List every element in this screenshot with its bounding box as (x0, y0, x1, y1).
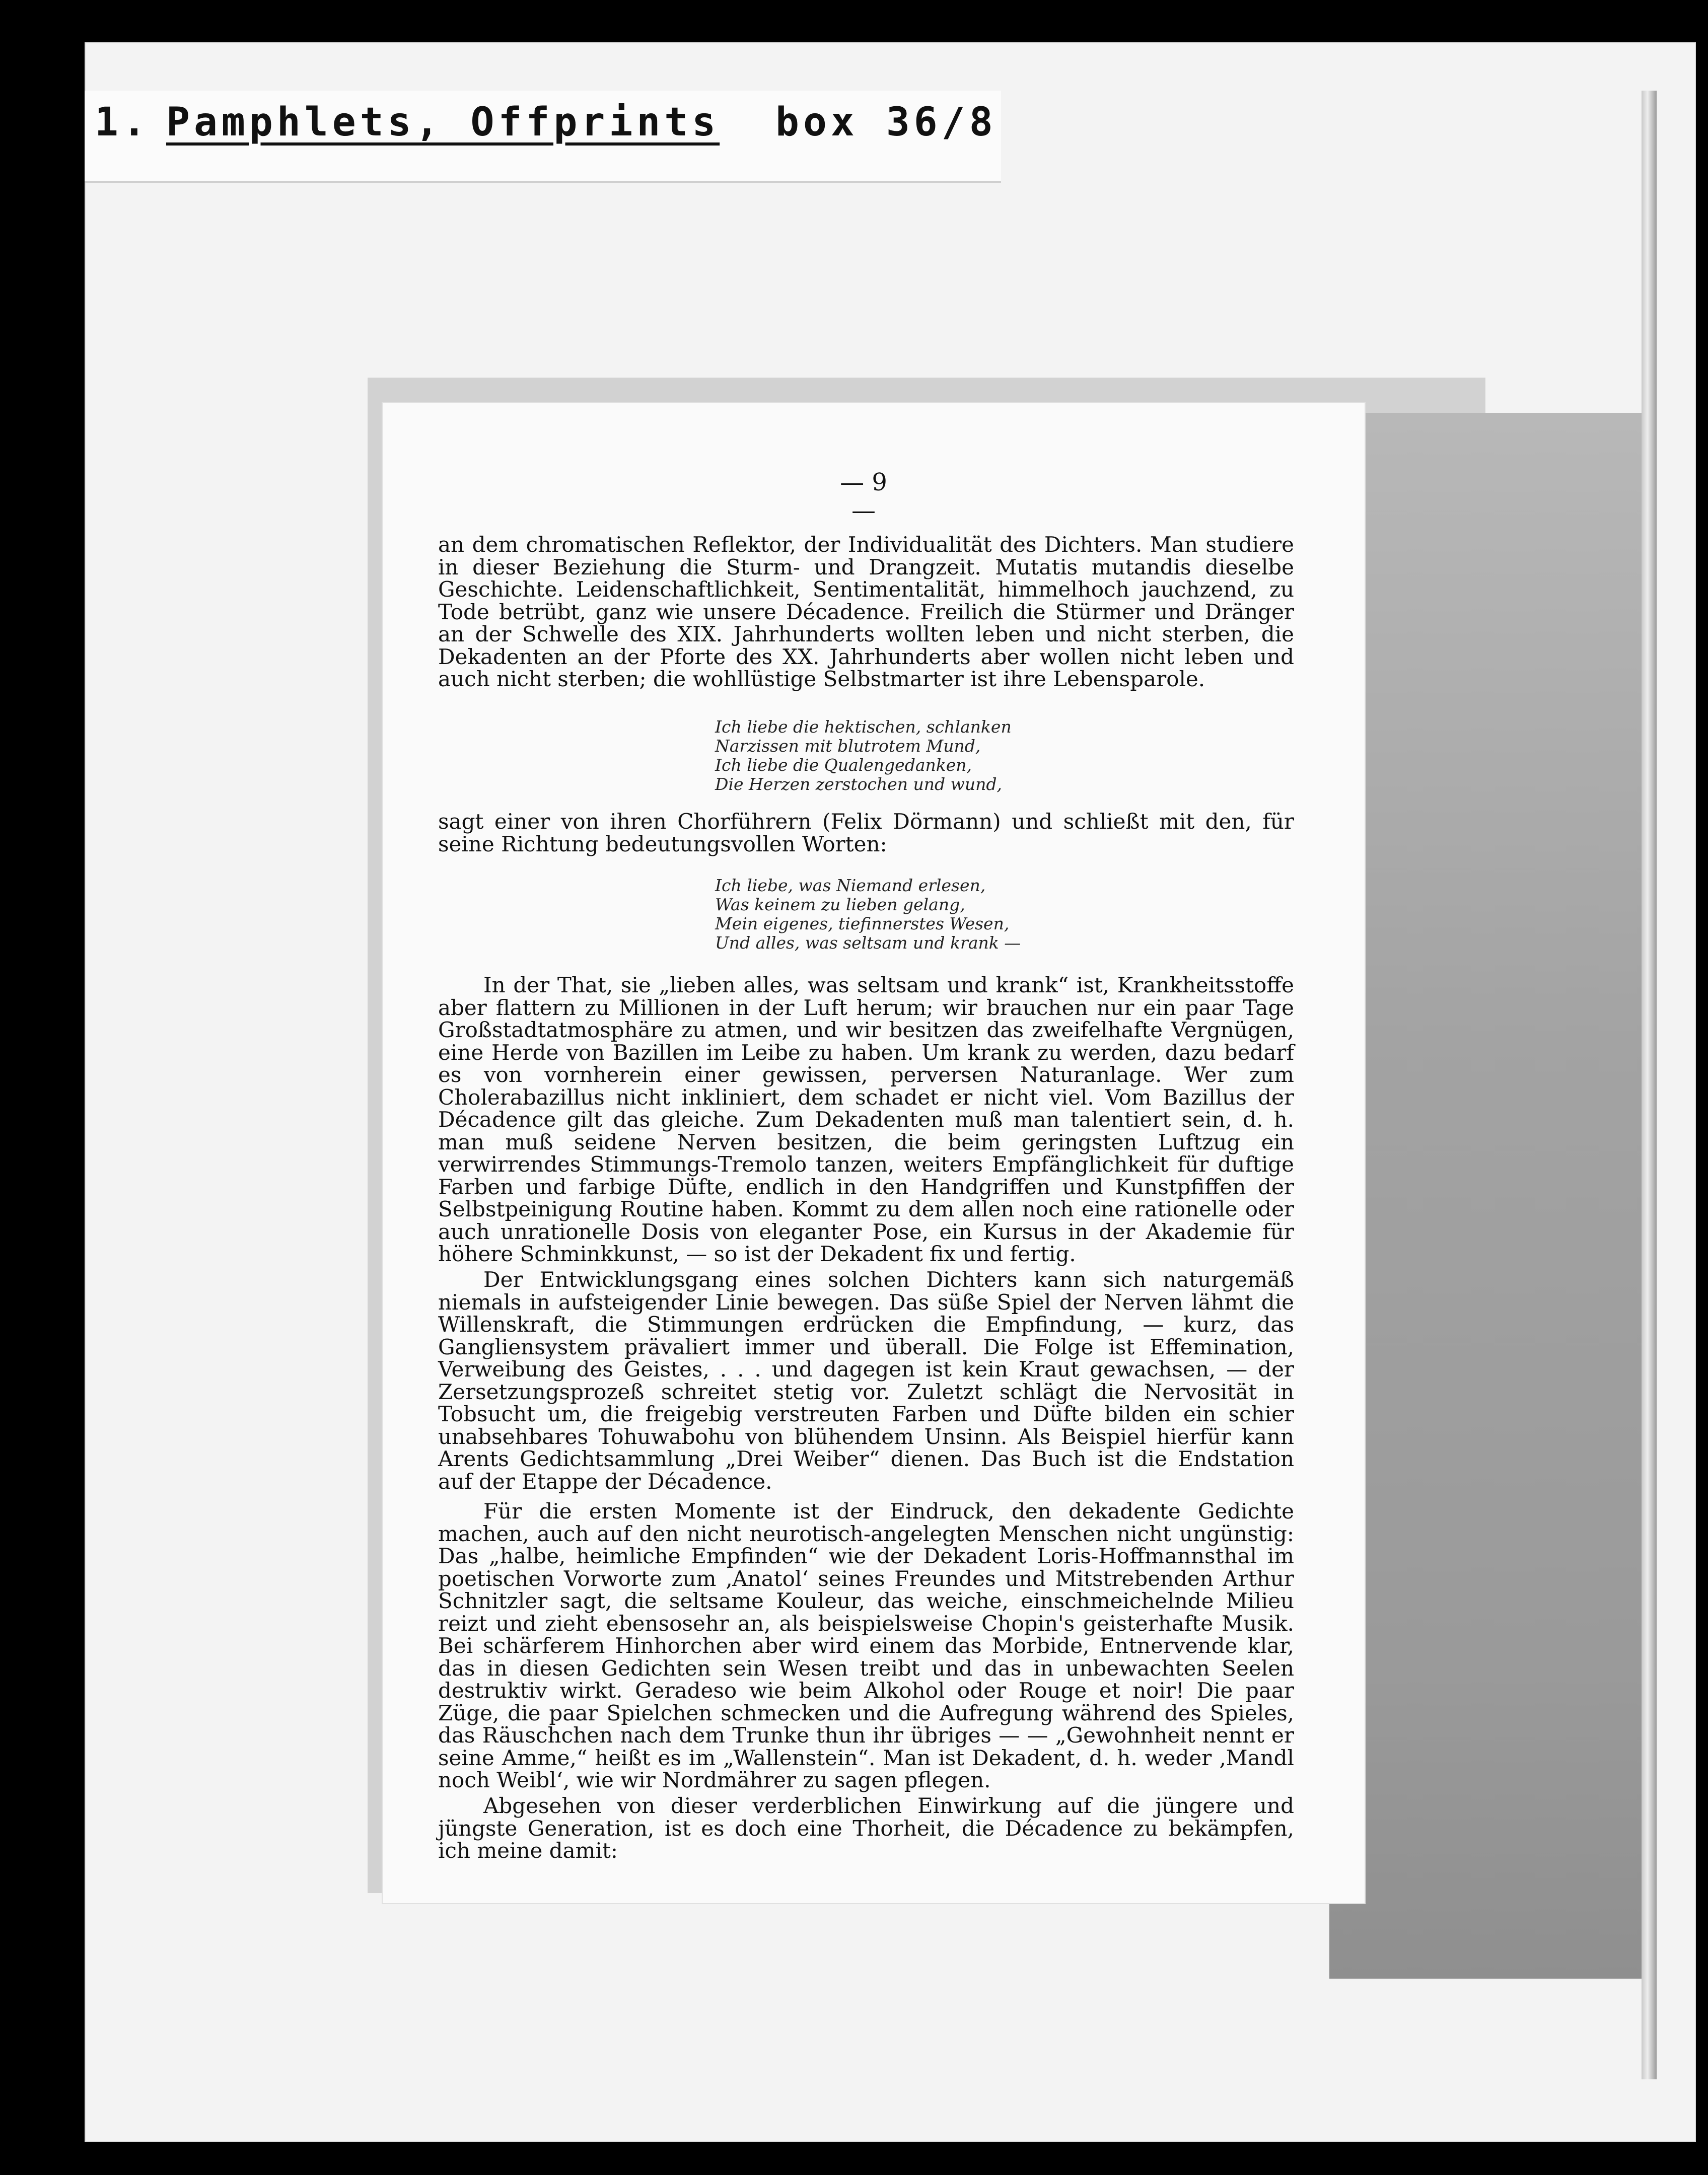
sheet-edge (1642, 91, 1657, 2079)
paragraph: sagt einer von ihren Chorführern (Felix Dörmann) und schließt mit den, für seine Richtung bedeutungsvollen Worten: (438, 809, 1294, 856)
poem-line: Und alles, was seltsam und krank — (715, 933, 1021, 953)
box-label: box 36/8 (775, 100, 997, 145)
folder-number: 1. (95, 100, 150, 145)
poem-quote (715, 717, 1068, 794)
poem-line: Ich liebe, was Niemand erlesen, (715, 876, 986, 895)
paragraph: In der That, sie „lieben alles, was seltsam und krank“ ist, Krankheitsstoffe aber flattern zu Millionen in der Luft herum; wir brauchen nur ein paar Tage Großstadtatmosphäre zu atmen, und wir besitzen das zweifelhafte Vergnügen, eine Herde von Bazillen im Leibe zu haben. Um krank zu werden, dazu bedarf es von vornherein einer gewissen, perversen Naturanlage. Wer zum Cholerabazillus nicht inkliniert, dem schadet er nicht viel. Vom Bazillus der Décadence gilt das gleiche. Zum Dekadenten muß man talentiert sein, d. h. man muß seidene Nerven besitzen, die beim geringsten Luftzug ein verwirrendes Stimmungs-Tremolo tanzen, weiters Empfänglichkeit für duftige Farben und farbige Düfte, endlich in den Handgriffen und Kunstpfiffen der Selbstpeinigung Routine haben. Kommt zu dem allen noch eine rationelle oder auch unrationelle Dosis von eleganter Pose, ein Kursus in der Akademie für höhere Schminkkunst, — so ist der Dekadent fix und fertig. (438, 973, 1294, 1266)
poem-line: Ich liebe die Qualengedanken, (715, 755, 972, 775)
poem-line: Die Herzen zerstochen und wund, (715, 774, 1003, 794)
paragraph: Für die ersten Momente ist der Eindruck, den dekadente Gedichte machen, auch auf den nicht neurotisch-angelegten Menschen nicht ungünstig: Das „halbe, heimliche Empfinden“ wie der Dekadent Loris-Hoffmannsthal im poetischen Vorworte zum ‚Anatol‘ seines Freundes und Mitstrebenden Arthur Schnitzler sagt, die seltsame Kouleur, das weiche, einschmeichelnde Milieu reizt und zieht ebensosehr an, als beispielsweise Chopin's geisterhafte Musik. Bei schärferem Hinhorchen aber wird einem das Morbide, Entnervende klar, das in diesen Gedichten sein Wesen treibt und das in unbewachten Seelen destruktiv wirkt. Geradeso wie beim Alkohol oder Rouge et noir! Die paar Züge, die paar Spielchen schmecken und die Aufregung während des Spieles, das Räuschchen nach dem Trunke thun ihr übriges — — „Gewohnheit nennt er seine Amme,“ heißt es im „Wallenstein“. Man ist Dekadent, d. h. weder ‚Mandl noch Weibl‘, wie wir Nordmährer zu sagen pflegen. (438, 1499, 1294, 1792)
poem-line: Ich liebe die hektischen, schlanken (715, 717, 1012, 737)
paragraph: an dem chromatischen Reflektor, der Individualität des Dichters. Man studiere in dieser Beziehung die Sturm- und Drangzeit. Mutatis mutandis dieselbe Geschichte. Leidenschaftlichkeit, Sentimentalität, himmelhoch jauchzend, zu Tode betrübt, ganz wie unsere Décadence. Freilich die Stürmer und Dränger an der Schwelle des XIX. Jahrhunderts wollten leben und nicht sterben, die Dekadenten an der Pforte des XX. Jahrhunderts aber wollen nicht leben und auch nicht sterben; die wohllüstige Selbstmarter ist ihre Lebensparole. (438, 532, 1294, 691)
poem-line: Narzissen mit blutrotem Mund, (715, 736, 981, 756)
folder-title: Pamphlets, Offprints (166, 100, 720, 145)
poem-line: Mein eigenes, tiefinnerstes Wesen, (715, 914, 1010, 933)
poem-quote (715, 876, 1068, 953)
page-number: — 9 — (840, 468, 887, 525)
paragraph: Der Entwicklungsgang eines solchen Dichters kann sich naturgemäß niemals in aufsteigender Linie bewegen. Das süße Spiel der Nerven lähmt die Willenskraft, die Stimmungen erdrücken die Empfindung, — kurz, das Gangliensystem prävaliert immer und überall. Die Folge ist Effemination, Verweibung des Geistes, . . . und dagegen ist kein Kraut gewachsen, — der Zersetzungsprozeß schreitet stetig vor. Zuletzt schlägt die Nervosität in Tobsucht um, die freigebig verstreuten Farben und Düfte bilden ein schier unabsehbares Tohuwabohu von blühendem Unsinn. Als Beispiel hierfür kann Arents Gedichtsammlung „Drei Weiber“ dienen. Das Buch ist die Endstation auf der Etappe der Décadence. (438, 1267, 1294, 1494)
document-shadow (1329, 413, 1642, 1979)
paragraph: Abgesehen von dieser verderblichen Einwirkung auf die jüngere und jüngste Generation, ist es doch eine Thorheit, die Décadence zu bekämpfen, ich meine damit: (438, 1793, 1294, 1863)
poem-line: Was keinem zu lieben gelang, (715, 895, 965, 914)
